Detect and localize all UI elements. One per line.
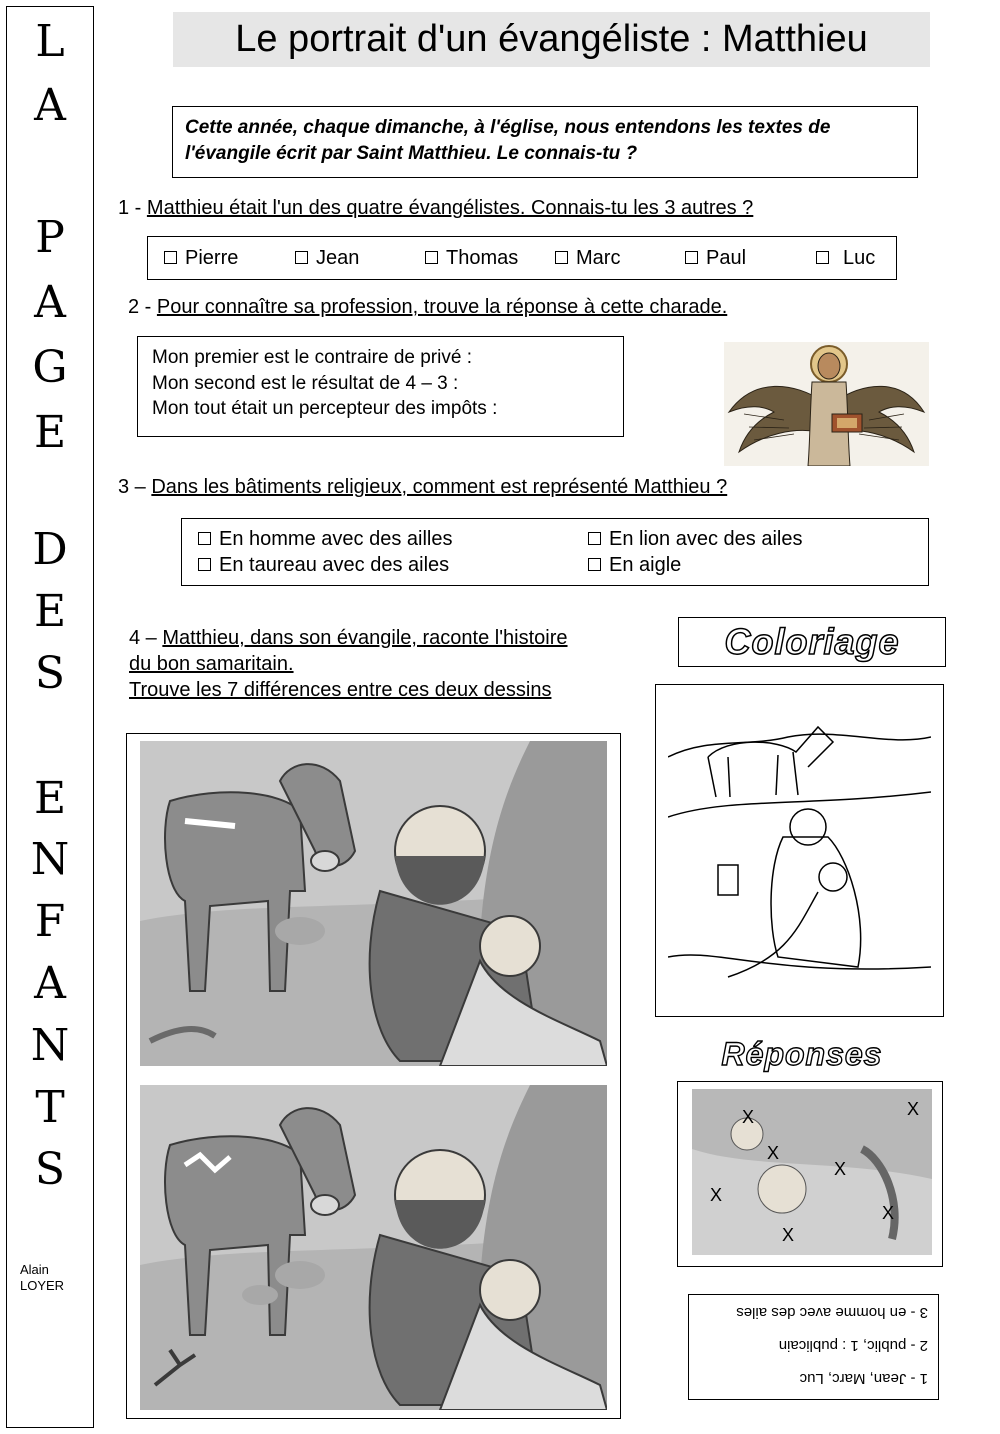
question-1 <box>118 195 753 221</box>
question-4-number: 4 – <box>129 627 163 649</box>
question-4-line-3: Trouve les 7 différences entre ces deux dessins <box>129 679 552 701</box>
sidebar-letter: E <box>33 773 67 824</box>
option-label: En lion avec des ailes <box>609 528 803 550</box>
sidebar-letter: L <box>35 16 65 67</box>
question-2-number: 2 - <box>128 296 157 318</box>
author-first-name: Alain <box>20 1262 49 1277</box>
option-jean[interactable] <box>295 245 359 271</box>
solutions-box <box>688 1294 939 1400</box>
reponses-heading: Réponses <box>721 1036 883 1072</box>
checkbox[interactable] <box>198 558 211 571</box>
checkbox[interactable] <box>588 558 601 571</box>
question-3-text: Dans les bâtiments religieux, comment est représenté Matthieu ? <box>151 476 728 498</box>
sidebar-letter: G <box>32 342 68 393</box>
charade-line: Mon premier est le contraire de privé : <box>152 347 472 368</box>
question-1-text: Matthieu était l'un des quatre évangélistes. Connais-tu les 3 autres ? <box>146 197 754 219</box>
checkbox[interactable] <box>198 532 211 545</box>
solutions-text <box>689 1295 938 1399</box>
author-last-name: LOYER <box>20 1278 65 1293</box>
sidebar-letter: N <box>30 1020 70 1071</box>
solution-line: 2 - public, 1 : publicain <box>778 1337 928 1354</box>
question-4-line-1: Matthieu, dans son évangile, raconte l'histoire <box>162 627 568 649</box>
coloring-image <box>668 697 931 1005</box>
charade-box <box>137 336 624 437</box>
answer-mark: X <box>742 1107 755 1127</box>
answer-mark: X <box>882 1203 895 1223</box>
solution-line: 1 - Jean, Marc, Luc <box>799 1370 928 1387</box>
coloriage-heading: Coloriage <box>724 621 900 662</box>
checkbox[interactable] <box>685 251 698 264</box>
intro-text: Cette année, chaque dimanche, à l'église, nous entendons les textes de l'évangile écrit par Saint Matthieu. Le connais-tu ? <box>185 117 831 164</box>
angel-matthew-image <box>724 342 929 466</box>
author <box>20 1262 64 1294</box>
option-label: Jean <box>316 247 360 269</box>
checkbox[interactable] <box>588 532 601 545</box>
question-1-number: 1 - <box>118 197 147 219</box>
sidebar-letter: D <box>32 524 68 575</box>
option-label: En taureau avec des ailes <box>219 554 450 576</box>
sidebar <box>6 6 94 1428</box>
question-1-options <box>147 236 897 280</box>
question-3-options <box>181 518 929 586</box>
option-homme[interactable] <box>198 526 452 552</box>
sidebar-letter: F <box>34 896 66 947</box>
option-label: En homme avec des ailles <box>219 528 453 550</box>
question-3-number: 3 – <box>118 476 152 498</box>
option-aigle[interactable] <box>588 552 681 578</box>
sidebar-letter: S <box>34 648 66 699</box>
answer-mark: X <box>782 1225 795 1245</box>
checkbox[interactable] <box>555 251 568 264</box>
option-taureau[interactable] <box>198 552 449 578</box>
sidebar-letter: S <box>34 1144 66 1195</box>
solution-line: 3 - en homme avec des ailes <box>736 1304 928 1321</box>
page-title: Le portrait d'un évangéliste : Matthieu <box>235 18 868 60</box>
sidebar-letter: E <box>33 586 67 637</box>
option-thomas[interactable] <box>425 245 518 271</box>
question-4-line-2: du bon samaritain. <box>129 653 294 675</box>
option-luc[interactable] <box>816 245 875 271</box>
question-2-text: Pour connaître sa profession, trouve la réponse à cette charade. <box>156 296 728 318</box>
charade-line: Mon tout était un percepteur des impôts : <box>152 398 498 419</box>
checkbox[interactable] <box>164 251 177 264</box>
option-lion[interactable] <box>588 526 802 552</box>
sidebar-letter: E <box>33 407 67 458</box>
intro-box <box>172 106 918 178</box>
sidebar-letter: T <box>35 1082 65 1133</box>
checkbox[interactable] <box>816 251 829 264</box>
sidebar-letter: A <box>34 277 66 328</box>
option-label: En aigle <box>609 554 682 576</box>
sidebar-letter: A <box>34 958 66 1009</box>
question-3 <box>118 474 727 500</box>
question-4 <box>129 625 649 703</box>
differences-image-top <box>140 741 607 1066</box>
differences-image-bottom <box>140 1085 607 1410</box>
checkbox[interactable] <box>425 251 438 264</box>
option-marc[interactable] <box>555 245 620 271</box>
sidebar-letter: A <box>34 80 66 131</box>
option-label: Thomas <box>446 247 519 269</box>
answer-mark: X <box>710 1185 723 1205</box>
option-label: Luc <box>843 247 876 269</box>
sidebar-letter: P <box>35 212 65 263</box>
option-paul[interactable] <box>685 245 746 271</box>
option-label: Pierre <box>185 247 239 269</box>
answer-mark: X <box>834 1159 847 1179</box>
question-2 <box>128 294 727 320</box>
answer-image <box>692 1089 932 1255</box>
sidebar-letter: N <box>30 834 70 885</box>
option-label: Marc <box>576 247 621 269</box>
option-label: Paul <box>706 247 747 269</box>
answer-mark: X <box>767 1143 780 1163</box>
answer-mark: X <box>907 1099 920 1119</box>
checkbox[interactable] <box>295 251 308 264</box>
option-pierre[interactable] <box>164 245 238 271</box>
charade-line: Mon second est le résultat de 4 – 3 : <box>152 372 459 394</box>
